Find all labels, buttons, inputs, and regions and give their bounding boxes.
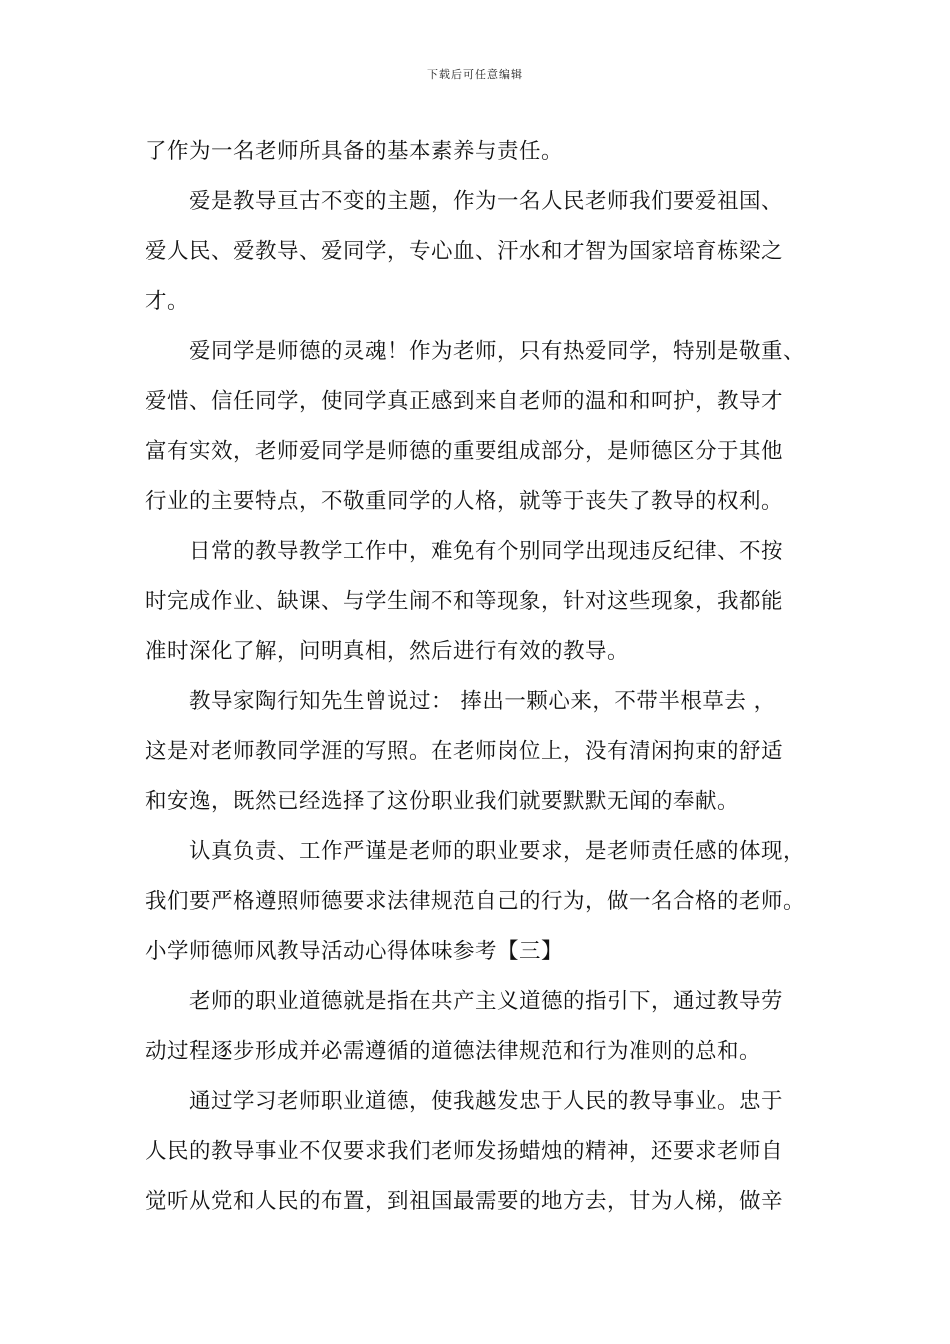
- text-line: 时完成作业、缺课、与学生闹不和等现象，针对这些现象，我都能: [145, 589, 784, 614]
- text-line: 我们要严格遵照师德要求法律规范自己的行为，做一名合格的老师。: [145, 889, 806, 914]
- text-line: 富有实效，老师爱同学是师德的重要组成部分，是师德区分于其他: [145, 439, 784, 464]
- text-line: 才。: [145, 289, 190, 314]
- text-line: 动过程逐步形成并必需遵循的道德法律规范和行为准则的总和。: [145, 1039, 762, 1064]
- text-line: 小学师德师风教导活动心得体味参考【三】: [145, 939, 564, 964]
- page-header-note: 下载后可任意编辑: [427, 68, 523, 81]
- text-line: 日常的教导教学工作中，难免有个别同学出现违反纪律、不按: [189, 539, 784, 564]
- text-line: 爱人民、爱教导、爱同学，专心血、汗水和才智为国家培育栋梁之: [145, 239, 784, 264]
- text-line: 认真负责、工作严谨是老师的职业要求，是老师责任感的体现，: [189, 839, 806, 864]
- text-line: 爱同学是师德的灵魂！作为老师，只有热爱同学，特别是敬重、: [189, 339, 806, 364]
- text-line: 爱惜、信任同学，使同学真正感到来自老师的温和和呵护，教导才: [145, 389, 784, 414]
- text-line: 老师的职业道德就是指在共产主义道德的指引下，通过教导劳: [189, 989, 784, 1014]
- text-line: 爱是教导亘古不变的主题，作为一名人民老师我们要爱祖国、: [189, 189, 784, 214]
- text-line: 通过学习老师职业道德，使我越发忠于人民的教导事业。忠于: [189, 1089, 784, 1114]
- text-line: 和安逸，既然已经选择了这份职业我们就要默默无闻的奉献。: [145, 789, 740, 814]
- document-body: [145, 127, 805, 1227]
- text-line: 人民的教导事业不仅要求我们老师发扬蜡烛的精神，还要求老师自: [145, 1139, 784, 1164]
- text-line: 行业的主要特点，不敬重同学的人格，就等于丧失了教导的权利。: [145, 489, 784, 514]
- text-line: 准时深化了解，问明真相，然后进行有效的教导。: [145, 639, 630, 664]
- text-line: 了作为一名老师所具备的基本素养与责任。: [145, 139, 564, 164]
- text-line: 教导家陶行知先生曾说过： 捧出一颗心来，不带半根草去 ，: [189, 689, 776, 714]
- text-line: 觉听从党和人民的布置，到祖国最需要的地方去，甘为人梯，做辛: [145, 1189, 784, 1214]
- text-line: 这是对老师教同学涯的写照。在老师岗位上，没有清闲拘束的舒适: [145, 739, 784, 764]
